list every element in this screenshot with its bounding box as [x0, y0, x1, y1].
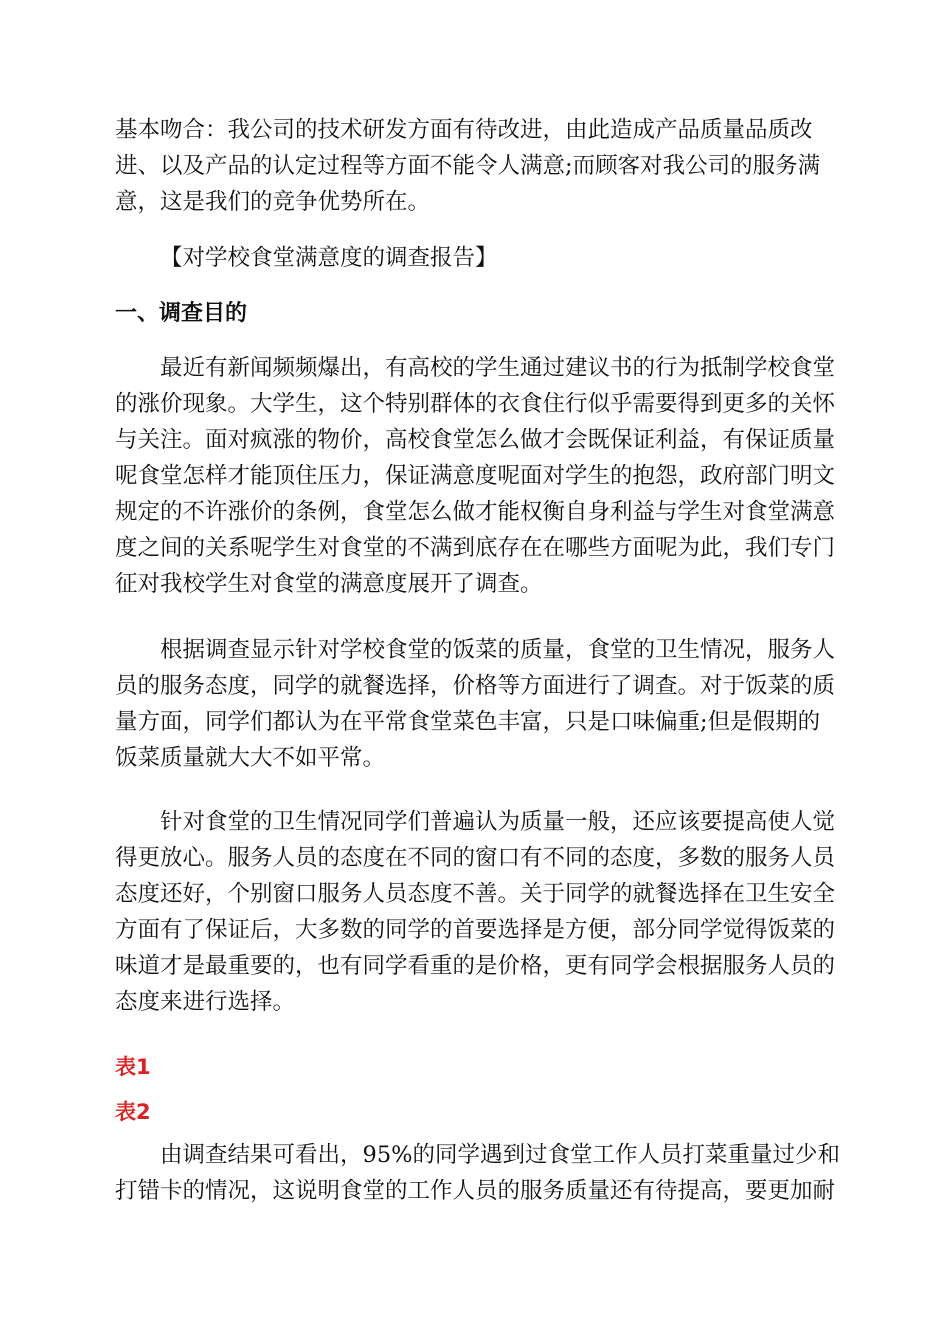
- report-title-text: 【对学校食堂满意度的调查报告】: [160, 245, 498, 271]
- section-heading: [115, 296, 835, 332]
- text-line: 呢食堂怎样才能顶住压力，保证满意度呢面对学生的抱怨，政府部门明文: [115, 463, 836, 489]
- intro-paragraph: [115, 112, 835, 220]
- text-line: 饭菜质量就大大不如平常。: [115, 745, 386, 771]
- table-1-label-text: 表1: [115, 1055, 151, 1079]
- text-line: 方面有了保证后，大多数的同学的首要选择是方便，部分同学觉得饭菜的: [115, 917, 836, 943]
- text-line: 最近有新闻频频爆出，有高校的学生通过建议书的行为抵制学校食堂: [160, 355, 836, 381]
- text-line: 得更放心。服务人员的态度在不同的窗口有不同的态度，多数的服务人员: [115, 845, 836, 871]
- text-line: 进、以及产品的认定过程等方面不能令人满意;而顾客对我公司的服务满: [115, 153, 821, 179]
- table-2-label-text: 表2: [115, 1100, 151, 1124]
- text-line: 与关注。面对疯涨的物价，高校食堂怎么做才会既保证利益，有保证质量: [115, 427, 836, 453]
- text-line: 的涨价现象。大学生，这个特别群体的衣食住行似乎需要得到更多的关怀: [115, 391, 836, 417]
- table-1-label: [115, 1049, 835, 1085]
- text-line: 员的服务态度，同学的就餐选择，价格等方面进行了调查。对于饭菜的质: [115, 673, 836, 699]
- text-line: 度之间的关系呢学生对食堂的不满到底存在在哪些方面呢为此，我们专门: [115, 535, 836, 561]
- text-line: 征对我校学生对食堂的满意度展开了调查。: [115, 571, 543, 597]
- text-line: 意，这是我们的竞争优势所在。: [115, 189, 431, 215]
- text-line: 味道才是最重要的，也有同学看重的是价格，更有同学会根据服务人员的: [115, 953, 836, 979]
- paragraph-purpose: [115, 350, 835, 602]
- text-line: 由调查结果可看出，95%的同学遇到过食堂工作人员打菜重量过少和: [160, 1142, 841, 1168]
- paragraph-survey-findings: [115, 632, 835, 776]
- text-line: 规定的不许涨价的条例，食堂怎么做才能权衡自身利益与学生对食堂满意: [115, 499, 836, 525]
- text-line: 态度来进行选择。: [115, 989, 296, 1015]
- text-line: 量方面，同学们都认为在平常食堂菜色丰富，只是口味偏重;但是假期的: [115, 709, 821, 735]
- section-heading-text: 一、调查目的: [115, 301, 248, 326]
- paragraph-results: [115, 1137, 841, 1209]
- text-line: 态度还好，个别窗口服务人员态度不善。关于同学的就餐选择在卫生安全: [115, 881, 836, 907]
- table-2-label: [115, 1094, 835, 1130]
- paragraph-hygiene-service: [115, 804, 835, 1020]
- text-line: 根据调查显示针对学校食堂的饭菜的质量，食堂的卫生情况，服务人: [160, 637, 836, 663]
- text-line: 针对食堂的卫生情况同学们普遍认为质量一般，还应该要提高使人觉: [160, 809, 836, 835]
- text-line: 基本吻合：我公司的技术研发方面有待改进，由此造成产品质量品质改: [115, 117, 813, 143]
- report-title: [160, 240, 880, 276]
- text-line: 打错卡的情况，这说明食堂的工作人员的服务质量还有待提高，要更加耐: [115, 1178, 836, 1204]
